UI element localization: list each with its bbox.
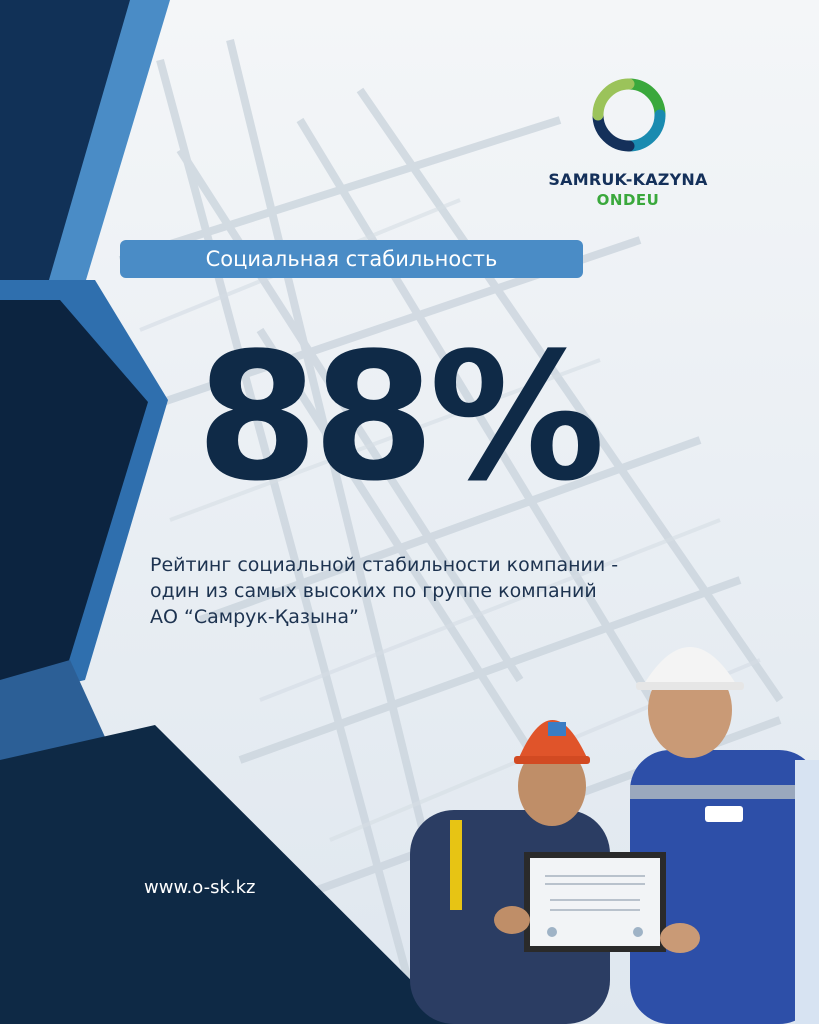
website-link[interactable]: www.o-sk.kz [144,877,256,898]
brand-subname: ONDEU [596,191,660,209]
workers-photo [400,610,819,1024]
description-line: АО “Самрук-Қазына” [150,606,359,628]
logo-emblem-icon [592,78,666,152]
description-line: Рейтинг социальной стабильности компании - [150,554,619,576]
company-logo [548,78,708,218]
topic-badge: Социальная стабильность [120,240,583,278]
brand-name: SAMRUK-KAZYNA [548,170,708,189]
stat-value: 88% [196,315,600,520]
description-line: один из самых высоких по группе компаний [150,580,597,602]
